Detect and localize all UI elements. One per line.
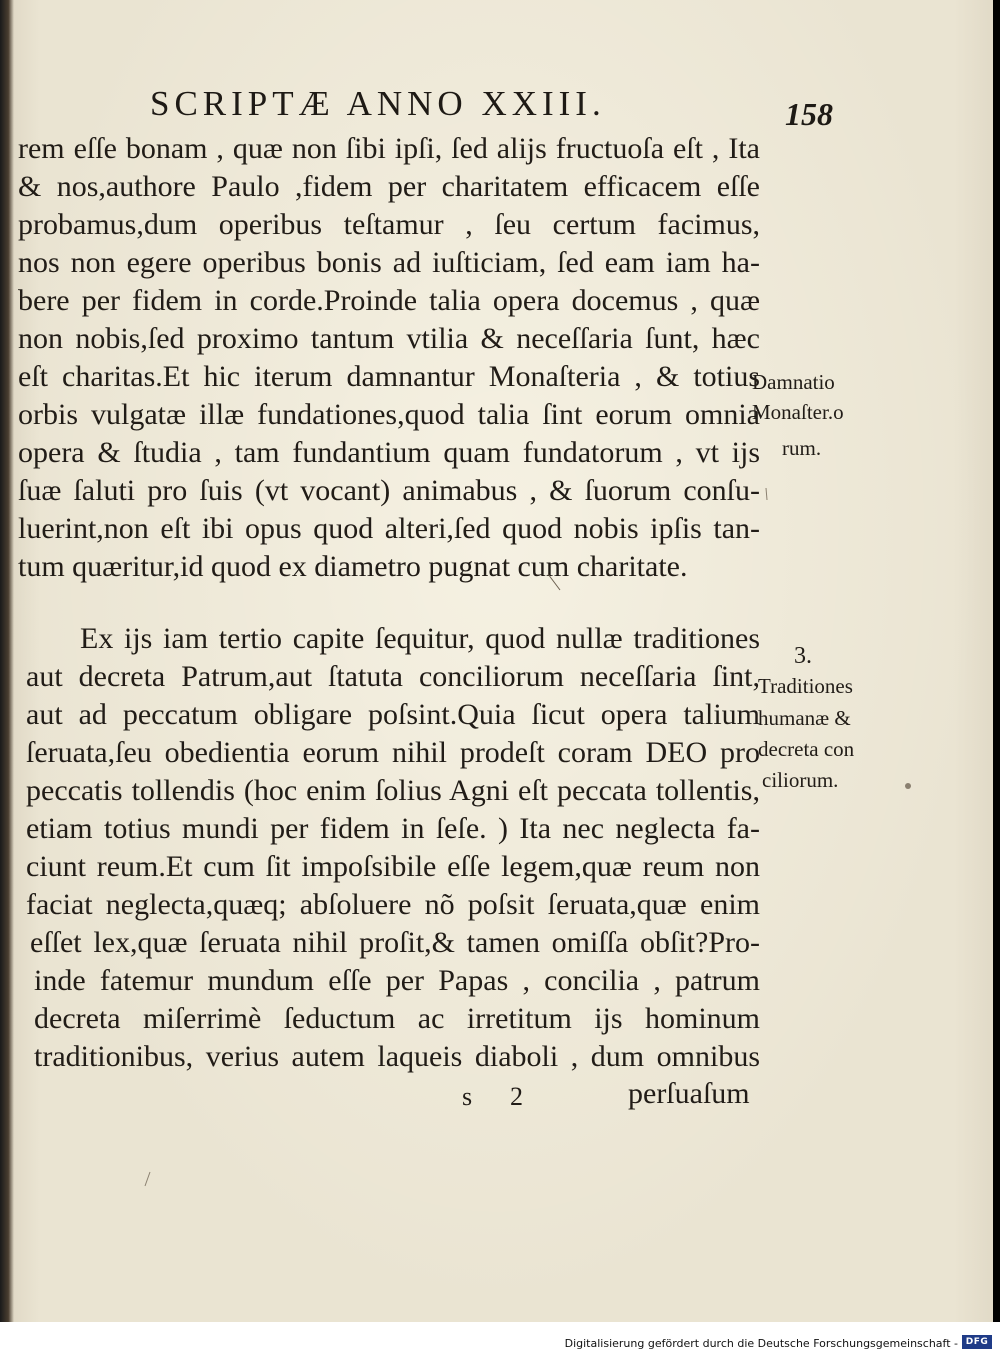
- ink-speck: [548, 574, 560, 590]
- text-line: ſuæ ſaluti pro ſuis (vt vocant) animabus , & ſuorum conſu-: [18, 474, 760, 507]
- ink-speck: [905, 783, 911, 789]
- text-line: orbis vulgatæ illæ fundationes,quod talia ſint eorum omnia: [18, 398, 760, 431]
- text-line: traditionibus, verius autem laqueis diaboli , dum omnibus: [34, 1040, 760, 1073]
- text-line: inde fatemur mundum eſſe per Papas , concilia , patrum: [34, 964, 760, 997]
- text-line: ciunt reum.Et cum ſit impoſsibile eſſe legem,quæ reum non: [26, 850, 760, 883]
- signature-mark-letter: s: [462, 1082, 473, 1111]
- margin-note-line: humanæ &: [758, 706, 851, 730]
- dfg-logo: DFG: [962, 1335, 992, 1349]
- margin-note-line: Traditiones: [758, 674, 853, 698]
- text-line: peccatis tollendis (hoc enim ſolius Agni eſt peccata tollentis,: [26, 774, 760, 807]
- text-line: aut decreta Patrum,aut ſtatuta conciliorum neceſſaria ſint,: [26, 660, 760, 693]
- text-line: & nos,authore Paulo ,fidem per charitatem efficacem eſſe: [18, 170, 760, 203]
- text-line: luerint,non eſt ibi opus quod alteri,ſed quod nobis ipſis tan-: [18, 512, 760, 545]
- margin-note-line: 3.: [794, 643, 812, 669]
- text-line: aut ad peccatum obligare poſsint.Quia ſicut opera talium: [26, 698, 760, 731]
- margin-note-line: decreta con: [758, 737, 855, 761]
- text-line: rem eſſe bonam , quæ non ſibi ipſi, ſed alijs fructuoſa eſt , Ita: [18, 132, 760, 165]
- text-line: tum quæritur,id quod ex diametro pugnat cum charitate.: [18, 550, 688, 583]
- margin-note-line: ciliorum.: [762, 768, 839, 792]
- text-line: non nobis,ſed proximo tantum vtilia & neceſſaria ſunt, hæc: [18, 322, 760, 355]
- ink-speck: [145, 1172, 150, 1186]
- text-line: nos non egere operibus bonis ad iuſticiam, ſed eam iam ha-: [18, 246, 760, 279]
- text-line: etiam totius mundi per fidem in ſeſe. ) Ita nec neglecta fa-: [26, 812, 760, 845]
- text-line: probamus,dum operibus teſtamur , ſeu certum facimus,: [18, 208, 760, 241]
- text-line: decreta miſerrimè ſeductum ac irretitum ijs hominum: [34, 1002, 760, 1035]
- margin-note-line: rum.: [782, 436, 822, 460]
- running-title: SCRIPTÆ ANNO XXIII.: [150, 84, 606, 123]
- text-line: faciat neglecta,quæq; abſoluere nõ poſsit ſeruata,quæ enim: [26, 888, 760, 921]
- footer-credit: Digitalisierung gefördert durch die Deutsche Forschungsgemeinschaft -: [564, 1337, 958, 1350]
- margin-note-line: Monaſter.o: [752, 400, 844, 424]
- text-line: eſt charitas.Et hic iterum damnantur Monaſteria , & totius: [18, 360, 760, 393]
- text-line: bere per fidem in corde.Proinde talia opera docemus , quæ: [18, 284, 760, 317]
- folio-number: 158: [785, 96, 833, 132]
- ink-speck: [766, 488, 767, 500]
- catchword: perſuaſum: [628, 1077, 750, 1110]
- text-line: ſeruata,ſeu obedientia eorum nihil prodeſt coram DEO pro: [26, 736, 760, 769]
- margin-note-line: Damnatio: [752, 370, 835, 394]
- paragraph-first-line: Ex ijs iam tertio capite ſequitur, quod nullæ traditiones: [80, 622, 760, 655]
- text-line: eſſet lex,quæ ſeruata nihil proſit,& tamen omiſſa obſit?Pro-: [30, 926, 760, 959]
- text-line: opera & ſtudia , tam fundantium quam fundatorum , vt ijs: [18, 436, 760, 469]
- signature-mark-number: 2: [510, 1082, 523, 1111]
